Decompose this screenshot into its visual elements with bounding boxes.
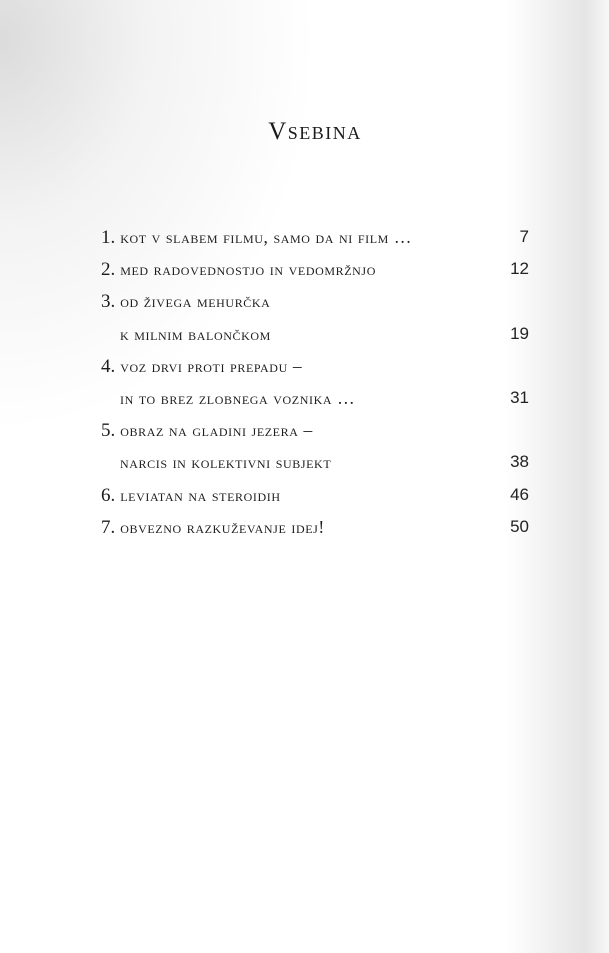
chapter-number: 1. xyxy=(101,227,116,248)
table-of-contents xyxy=(101,221,529,543)
chapter-title: voz drvi proti prepadu – xyxy=(120,355,303,376)
page-number: 31 xyxy=(510,387,529,407)
chapter-title: obraz na gladini jezera – xyxy=(120,420,313,441)
toc-entry-label xyxy=(101,259,376,279)
chapter-number: 7. xyxy=(101,516,116,538)
toc-entry-label xyxy=(101,291,270,311)
toc-entry-7 xyxy=(101,511,529,543)
chapter-number: 3. xyxy=(101,291,116,313)
toc-entry-label xyxy=(101,452,331,472)
chapter-title-continued: narcis in kolektivni subjekt xyxy=(120,452,332,473)
toc-entry-label xyxy=(101,420,313,440)
chapter-title: obvezno razkuževanje idej! xyxy=(120,516,325,537)
chapter-title: kot v slabem filmu, samo da ni film … xyxy=(120,227,412,247)
toc-entry-4-continued xyxy=(101,382,529,414)
toc-entry-1 xyxy=(101,221,529,253)
chapter-title-continued: in to brez zlobnega voznika … xyxy=(120,387,356,408)
page-number: 7 xyxy=(519,227,529,246)
chapter-title: od živega mehurčka xyxy=(120,291,271,312)
toc-entry-label xyxy=(101,517,325,537)
toc-entry-label xyxy=(101,485,281,505)
chapter-title: med radovednostjo in vedomržnjo xyxy=(120,259,376,280)
page-title: Vsebina xyxy=(268,118,362,145)
toc-entry-label xyxy=(101,356,302,376)
chapter-title-continued: k milnim balončkom xyxy=(120,323,271,344)
toc-entry-label xyxy=(101,227,412,247)
toc-entry-2 xyxy=(101,253,529,285)
toc-entry-label xyxy=(101,324,271,344)
toc-entry-label xyxy=(101,388,355,408)
page-number: 19 xyxy=(510,323,529,343)
toc-entry-5 xyxy=(101,414,529,446)
page-number: 38 xyxy=(510,452,529,472)
toc-entry-3 xyxy=(101,285,529,317)
toc-entry-3-continued xyxy=(101,318,529,350)
chapter-number: 2. xyxy=(101,259,116,281)
page-number: 46 xyxy=(510,484,529,504)
toc-entry-6 xyxy=(101,479,529,511)
toc-entry-4 xyxy=(101,350,529,382)
chapter-number: 5. xyxy=(101,420,116,442)
toc-entry-5-continued xyxy=(101,446,529,478)
chapter-number: 4. xyxy=(101,355,116,377)
page-number: 12 xyxy=(510,259,529,279)
chapter-title: leviatan na steroidih xyxy=(120,484,281,505)
page-number: 50 xyxy=(510,516,529,536)
chapter-number: 6. xyxy=(101,484,116,506)
